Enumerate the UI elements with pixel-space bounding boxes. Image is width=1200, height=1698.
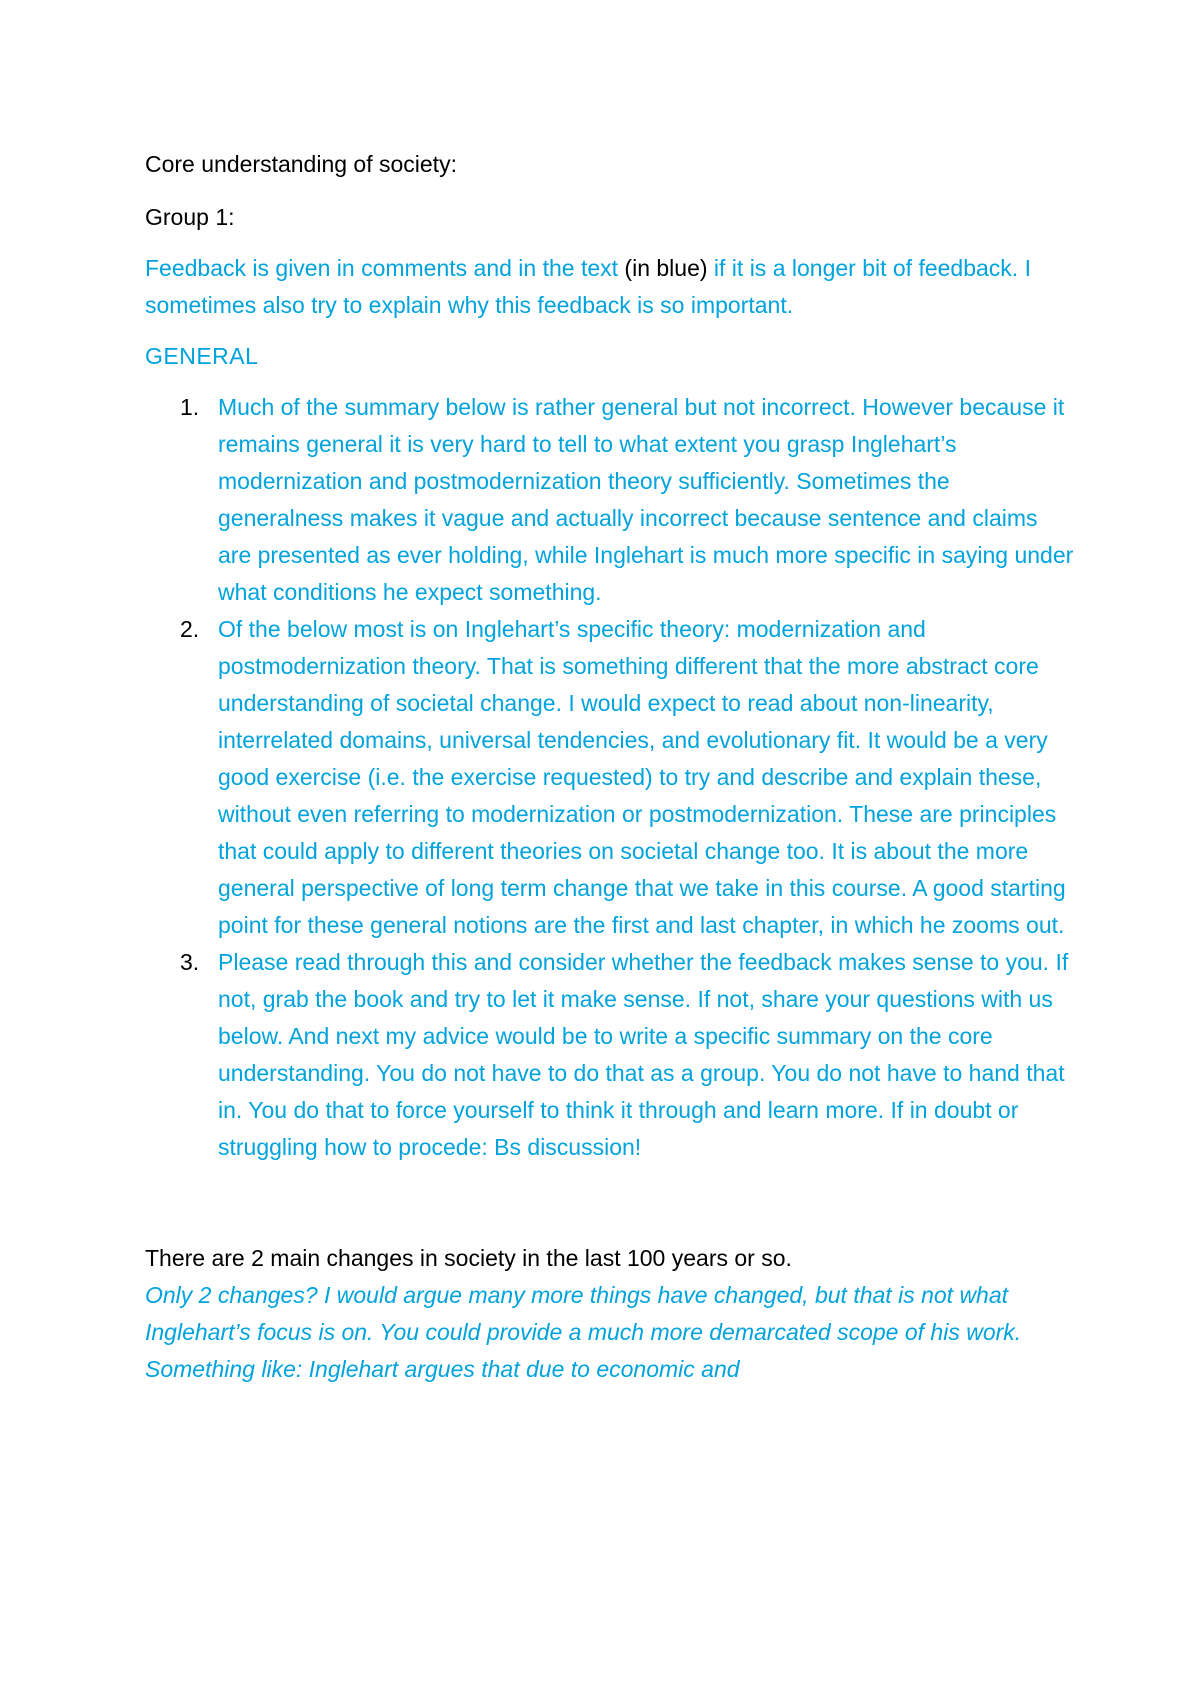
list-item-number: 2.: [180, 616, 200, 642]
list-item-number: 3.: [180, 949, 200, 975]
intro-text-in-blue: (in blue): [624, 255, 708, 281]
document-body: [145, 146, 1075, 1388]
general-heading: GENERAL: [145, 343, 259, 369]
feedback-intro-paragraph: [145, 250, 1075, 324]
feedback-points-list: [145, 389, 1075, 1166]
paragraph-spacer: [145, 1166, 1075, 1240]
list-item: [145, 944, 1075, 1166]
summary-statement: There are 2 main changes in society in the last 100 years or so.: [145, 1245, 792, 1271]
document-title: Core understanding of society:: [145, 151, 457, 177]
list-item-text: Please read through this and consider whether the feedback makes sense to you. If not, grab the book and try to let it make sense. If not, share your questions with us below. And next my advice would be to write a specific summary on the core understanding. You do not have to do that as a group. You do not have to hand that in. You do that to force yourself to think it through and learn more. If in doubt or struggling how to procede: Bs discussion!: [218, 949, 1069, 1160]
list-item-number: 1.: [180, 394, 200, 420]
intro-text-part-3: if it is a longer bit of feedback. I sometimes also try to explain why this feedback is so important.: [145, 255, 1031, 318]
list-item: [145, 611, 1075, 944]
list-item-text: Of the below most is on Inglehart’s specific theory: modernization and postmodernization theory. That is something different that the more abstract core understanding of societal change. I would expect to read about non-linearity, interrelated domains, universal tendencies, and evolutionary fit. It would be a very good exercise (i.e. the exercise requested) to try and describe and explain these, without even referring to modernization or postmodernization. These are principles that could apply to different theories on societal change too. It is about the more general perspective of long term change that we take in this course. A good starting point for these general notions are the first and last chapter, in which he zooms out.: [218, 616, 1066, 938]
list-item: [145, 389, 1075, 611]
italic-feedback-paragraph: Only 2 changes? I would argue many more things have changed, but that is not what Inglehart’s focus is on. You could provide a much more demarcated scope of his work. Something like: Inglehart argues that due to economic and: [145, 1282, 1022, 1382]
intro-text-part-1: Feedback is given in comments and in the text: [145, 255, 625, 281]
list-item-text: Much of the summary below is rather general but not incorrect. However because it remains general it is very hard to tell to what extent you grasp Inglehart’s modernization and postmodernization theory sufficiently. Sometimes the generalness makes it vague and actually incorrect because sentence and claims are presented as ever holding, while Inglehart is much more specific in saying under what conditions he expect something.: [218, 394, 1074, 605]
group-heading: Group 1:: [145, 204, 235, 230]
